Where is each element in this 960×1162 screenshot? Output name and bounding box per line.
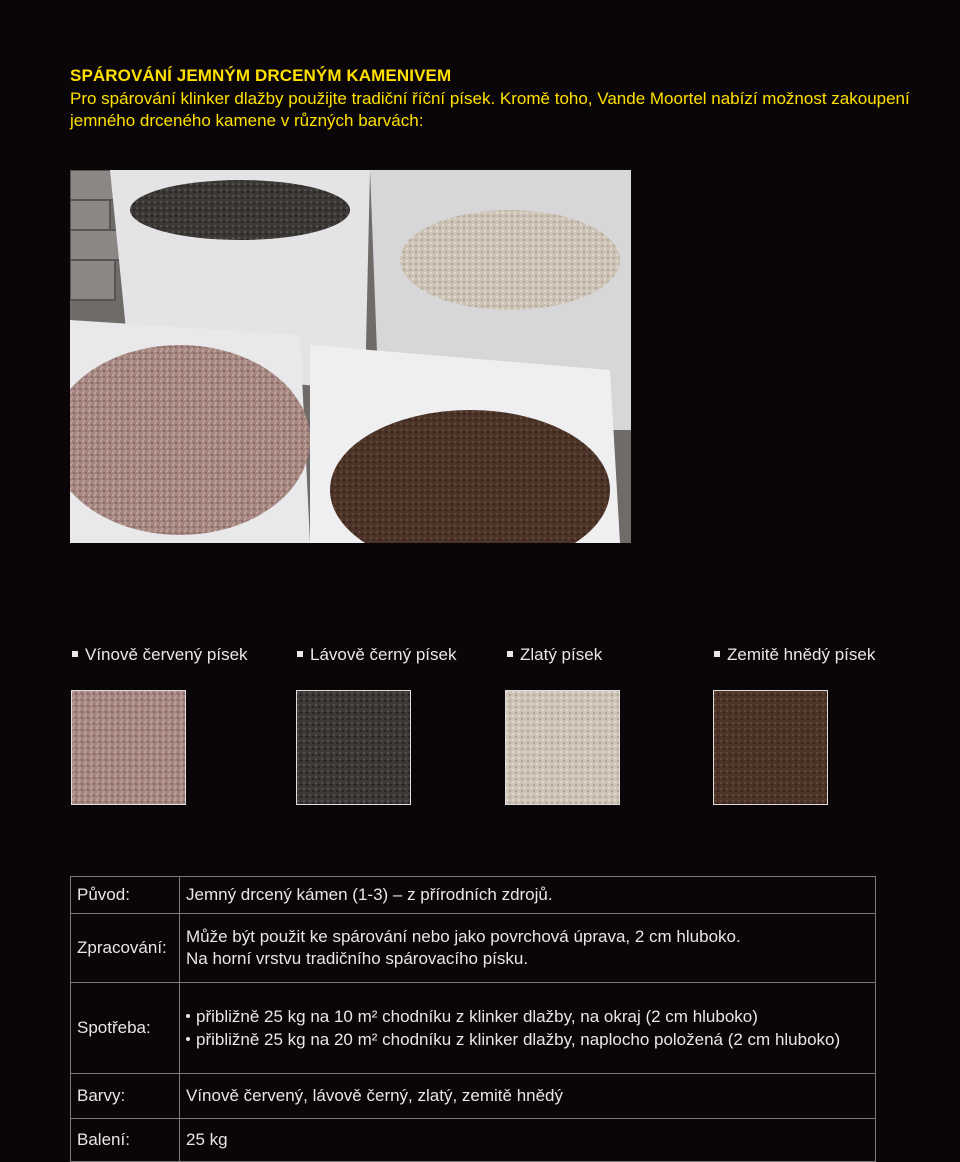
barvy-value: Vínově červený, lávově černý, zlatý, zemitě hnědý (180, 1074, 876, 1119)
swatch-red-sand (71, 690, 186, 805)
list-item: přibližně 25 kg na 20 m² chodníku z klinker dlažby, naplocho položená (2 cm hluboko) (186, 1028, 869, 1051)
bullet-dot-icon (186, 1014, 190, 1018)
sample-label-brown: Zemitě hnědý písek (714, 645, 875, 665)
table-row (71, 983, 876, 1074)
spotreba-value (180, 983, 876, 1074)
sand-bags-photo (70, 170, 631, 543)
puvod-label: Původ: (71, 877, 180, 914)
sample-label-red: Vínově červený písek (72, 645, 248, 665)
barvy-label: Barvy: (71, 1074, 180, 1119)
sample-label-gold: Zlatý písek (507, 645, 602, 665)
table-row (71, 877, 876, 914)
spec-table (70, 876, 876, 1162)
table-row (71, 1119, 876, 1162)
intro-text: Pro spárování klinker dlažby použijte tradiční říční písek. Kromě toho, Vande Moortel nabízí možnost zakoupení jemného drceného kamene v různých barvách: (70, 89, 910, 130)
zpracovani-line: Může být použit ke spárování nebo jako povrchová úprava, 2 cm hluboko. (186, 927, 741, 946)
baleni-label: Balení: (71, 1119, 180, 1162)
swatch-gold-sand (505, 690, 620, 805)
list-item: přibližně 25 kg na 10 m² chodníku z klinker dlažby, na okraj (2 cm hluboko) (186, 1005, 869, 1028)
bullet-square-icon (714, 651, 720, 657)
zpracovani-line: Na horní vrstvu tradičního spárovacího písku. (186, 949, 529, 968)
bullet-square-icon (507, 651, 513, 657)
bullet-square-icon (297, 651, 303, 657)
spotreba-label: Spotřeba: (71, 983, 180, 1074)
zpracovani-label: Zpracování: (71, 914, 180, 983)
table-row (71, 1074, 876, 1119)
puvod-value: Jemný drcený kámen (1-3) – z přírodních zdrojů. (180, 877, 876, 914)
swatch-black-sand (296, 690, 411, 805)
sample-label-black: Lávově černý písek (297, 645, 456, 665)
bullet-dot-icon (186, 1037, 190, 1041)
baleni-value: 25 kg (180, 1119, 876, 1162)
zpracovani-value (180, 914, 876, 983)
swatch-brown-sand (713, 690, 828, 805)
page-title: SPÁROVÁNÍ JEMNÝM DRCENÝM KAMENIVEM (70, 66, 452, 85)
table-row (71, 914, 876, 983)
bullet-square-icon (72, 651, 78, 657)
